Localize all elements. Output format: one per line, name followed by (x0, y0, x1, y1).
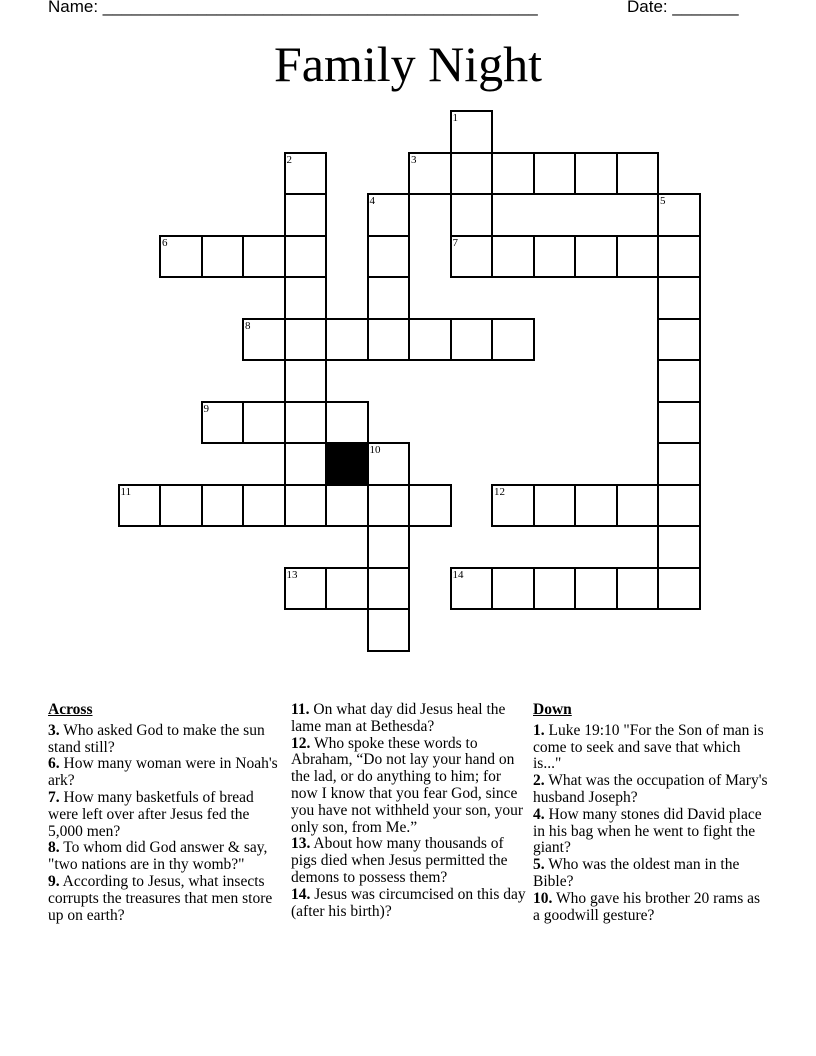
grid-cell[interactable] (284, 152, 328, 196)
clue-number: 4. (533, 805, 545, 823)
grid-cell[interactable] (408, 152, 452, 196)
grid-cell[interactable] (284, 567, 328, 611)
grid-cell[interactable] (284, 401, 328, 445)
grid-cell[interactable] (657, 318, 701, 362)
across-clue (48, 756, 278, 790)
clue-number-label: 9 (203, 402, 209, 415)
grid-cell[interactable] (284, 235, 328, 279)
clue-text: How many woman were in Noah's ark? (48, 755, 278, 790)
grid-cell[interactable] (284, 442, 328, 486)
grid-cell[interactable] (367, 276, 411, 320)
across-clue (291, 736, 527, 837)
across-clue (48, 790, 278, 840)
grid-cell[interactable] (574, 235, 618, 279)
grid-cell[interactable] (201, 484, 245, 528)
across-clue (291, 836, 527, 886)
clue-number-label: 7 (452, 236, 458, 249)
grid-cell[interactable] (657, 525, 701, 569)
clue-number-label: 1 (452, 112, 458, 124)
down-clue (533, 807, 769, 857)
grid-cell[interactable] (325, 401, 369, 445)
date-field[interactable]: Date: _______ (627, 0, 739, 16)
grid-cell[interactable] (367, 608, 411, 652)
grid-cell[interactable] (367, 318, 411, 362)
blocked-cell (325, 442, 369, 486)
grid-cell[interactable] (533, 567, 577, 611)
grid-cell[interactable] (657, 567, 701, 611)
grid-cell[interactable] (491, 318, 535, 362)
grid-cell[interactable] (450, 110, 494, 154)
grid-cell[interactable] (242, 484, 286, 528)
grid-cell[interactable] (491, 235, 535, 279)
clue-number-label: 6 (162, 236, 168, 249)
down-clue (533, 857, 769, 891)
grid-cell[interactable] (657, 235, 701, 279)
down-clue (533, 723, 769, 773)
grid-cell[interactable] (367, 193, 411, 237)
across-heading: Across (48, 701, 93, 718)
grid-cell[interactable] (657, 401, 701, 445)
clue-text: Jesus was circumcised on this day (after his birth)? (291, 885, 526, 920)
grid-cell[interactable] (574, 152, 618, 196)
clue-text: Luke 19:10 "For the Son of man is come to seek and save that which is..." (533, 721, 764, 773)
clue-number-label: 4 (369, 195, 375, 207)
clue-number: 2. (533, 772, 545, 790)
grid-cell[interactable] (574, 567, 618, 611)
clue-text: How many stones did David place in his bag when he went to fight the giant? (533, 805, 762, 857)
clue-number: 13. (291, 835, 311, 853)
clue-number-label: 11 (120, 485, 132, 498)
grid-cell[interactable] (533, 152, 577, 196)
grid-cell[interactable] (533, 484, 577, 528)
clue-number: 9. (48, 872, 60, 890)
grid-cell[interactable] (450, 152, 494, 196)
grid-cell[interactable] (367, 525, 411, 569)
clue-number: 3. (48, 721, 60, 739)
across-clues (48, 702, 278, 924)
grid-cell[interactable] (450, 567, 494, 611)
clue-number: 11. (291, 701, 310, 718)
grid-cell[interactable] (284, 359, 328, 403)
grid-cell[interactable] (408, 318, 452, 362)
grid-cell[interactable] (284, 484, 328, 528)
grid-cell[interactable] (159, 484, 203, 528)
grid-cell[interactable] (325, 318, 369, 362)
grid-cell[interactable] (242, 235, 286, 279)
clue-number: 14. (291, 885, 311, 903)
grid-cell[interactable] (367, 442, 411, 486)
grid-cell[interactable] (325, 567, 369, 611)
clue-text: Who was the oldest man in the Bible? (533, 856, 740, 890)
clue-text: To whom did God answer & say, "two nations are in thy womb?" (48, 839, 268, 874)
grid-cell[interactable] (491, 152, 535, 196)
grid-cell[interactable] (657, 484, 701, 528)
grid-cell[interactable] (616, 152, 660, 196)
grid-cell[interactable] (450, 193, 494, 237)
clue-number-label: 14 (452, 568, 464, 581)
clue-number: 12. (291, 734, 311, 752)
grid-cell[interactable] (533, 235, 577, 279)
clue-text: How many basketfuls of bread were left over after Jesus fed the 5,000 men? (48, 788, 254, 840)
clue-text: On what day did Jesus heal the lame man at Bethesda? (291, 701, 506, 735)
grid-cell[interactable] (159, 235, 203, 279)
clue-text: According to Jesus, what insects corrupts the treasures that men store up on earth? (48, 872, 273, 924)
name-field[interactable]: Name: ______________________________________________ (48, 0, 538, 16)
clue-number-label: 2 (286, 153, 292, 166)
clue-number: 1. (533, 721, 545, 739)
grid-cell[interactable] (491, 567, 535, 611)
clue-number: 5. (533, 856, 545, 874)
down-heading: Down (533, 701, 572, 718)
grid-cell[interactable] (325, 484, 369, 528)
down-clue (533, 891, 769, 925)
across-clue (48, 874, 278, 924)
clue-number-label: 10 (369, 444, 381, 456)
grid-cell[interactable] (657, 442, 701, 486)
clue-number-label: 5 (660, 195, 666, 207)
grid-cell[interactable] (367, 235, 411, 279)
grid-cell[interactable] (367, 567, 411, 611)
clue-number-label: 12 (494, 485, 505, 498)
grid-cell[interactable] (201, 401, 245, 445)
clue-number-label: 3 (411, 153, 417, 166)
grid-cell[interactable] (657, 359, 701, 403)
grid-cell[interactable] (616, 484, 660, 528)
grid-cell[interactable] (408, 484, 452, 528)
grid-cell[interactable] (284, 276, 328, 320)
clue-number: 7. (48, 788, 60, 806)
grid-cell[interactable] (242, 401, 286, 445)
clue-number-label: 13 (286, 568, 298, 581)
grid-cell[interactable] (242, 318, 286, 362)
clue-text: Who gave his brother 20 rams as a goodwill gesture? (533, 889, 761, 924)
grid-cell[interactable] (450, 318, 494, 362)
grid-cell[interactable] (367, 484, 411, 528)
clue-number: 6. (48, 755, 60, 773)
clue-text: What was the occupation of Mary's husband Joseph? (533, 772, 768, 806)
grid-cell[interactable] (491, 484, 535, 528)
grid-cell[interactable] (284, 318, 328, 362)
grid-cell[interactable] (450, 235, 494, 279)
clue-text: About how many thousands of pigs died when Jesus permitted the demons to possess them? (291, 835, 508, 886)
grid-cell[interactable] (657, 276, 701, 320)
down-clues (533, 702, 769, 924)
clue-text: Who spoke these words to Abraham, “Do not lay your hand on the lad, or do anything to him; for now I know that you fear God, since you have not withheld your son, your only son, from Me.” (291, 734, 524, 836)
grid-cell[interactable] (657, 193, 701, 237)
clue-number-label: 8 (245, 319, 251, 332)
across-clues-continued (291, 702, 527, 920)
grid-cell[interactable] (616, 235, 660, 279)
grid-cell[interactable] (616, 567, 660, 611)
puzzle-title: Family Night (273, 36, 543, 92)
across-clue (48, 840, 278, 874)
down-clue (533, 773, 769, 807)
across-clue (291, 702, 527, 736)
clue-number: 8. (48, 839, 60, 857)
grid-cell[interactable] (574, 484, 618, 528)
clue-number: 10. (533, 889, 553, 907)
across-clue (291, 887, 527, 921)
across-clue (48, 723, 278, 757)
grid-cell[interactable] (284, 193, 328, 237)
clue-text: Who asked God to make the sun stand still? (48, 721, 265, 756)
grid-cell[interactable] (118, 484, 162, 528)
grid-cell[interactable] (201, 235, 245, 279)
